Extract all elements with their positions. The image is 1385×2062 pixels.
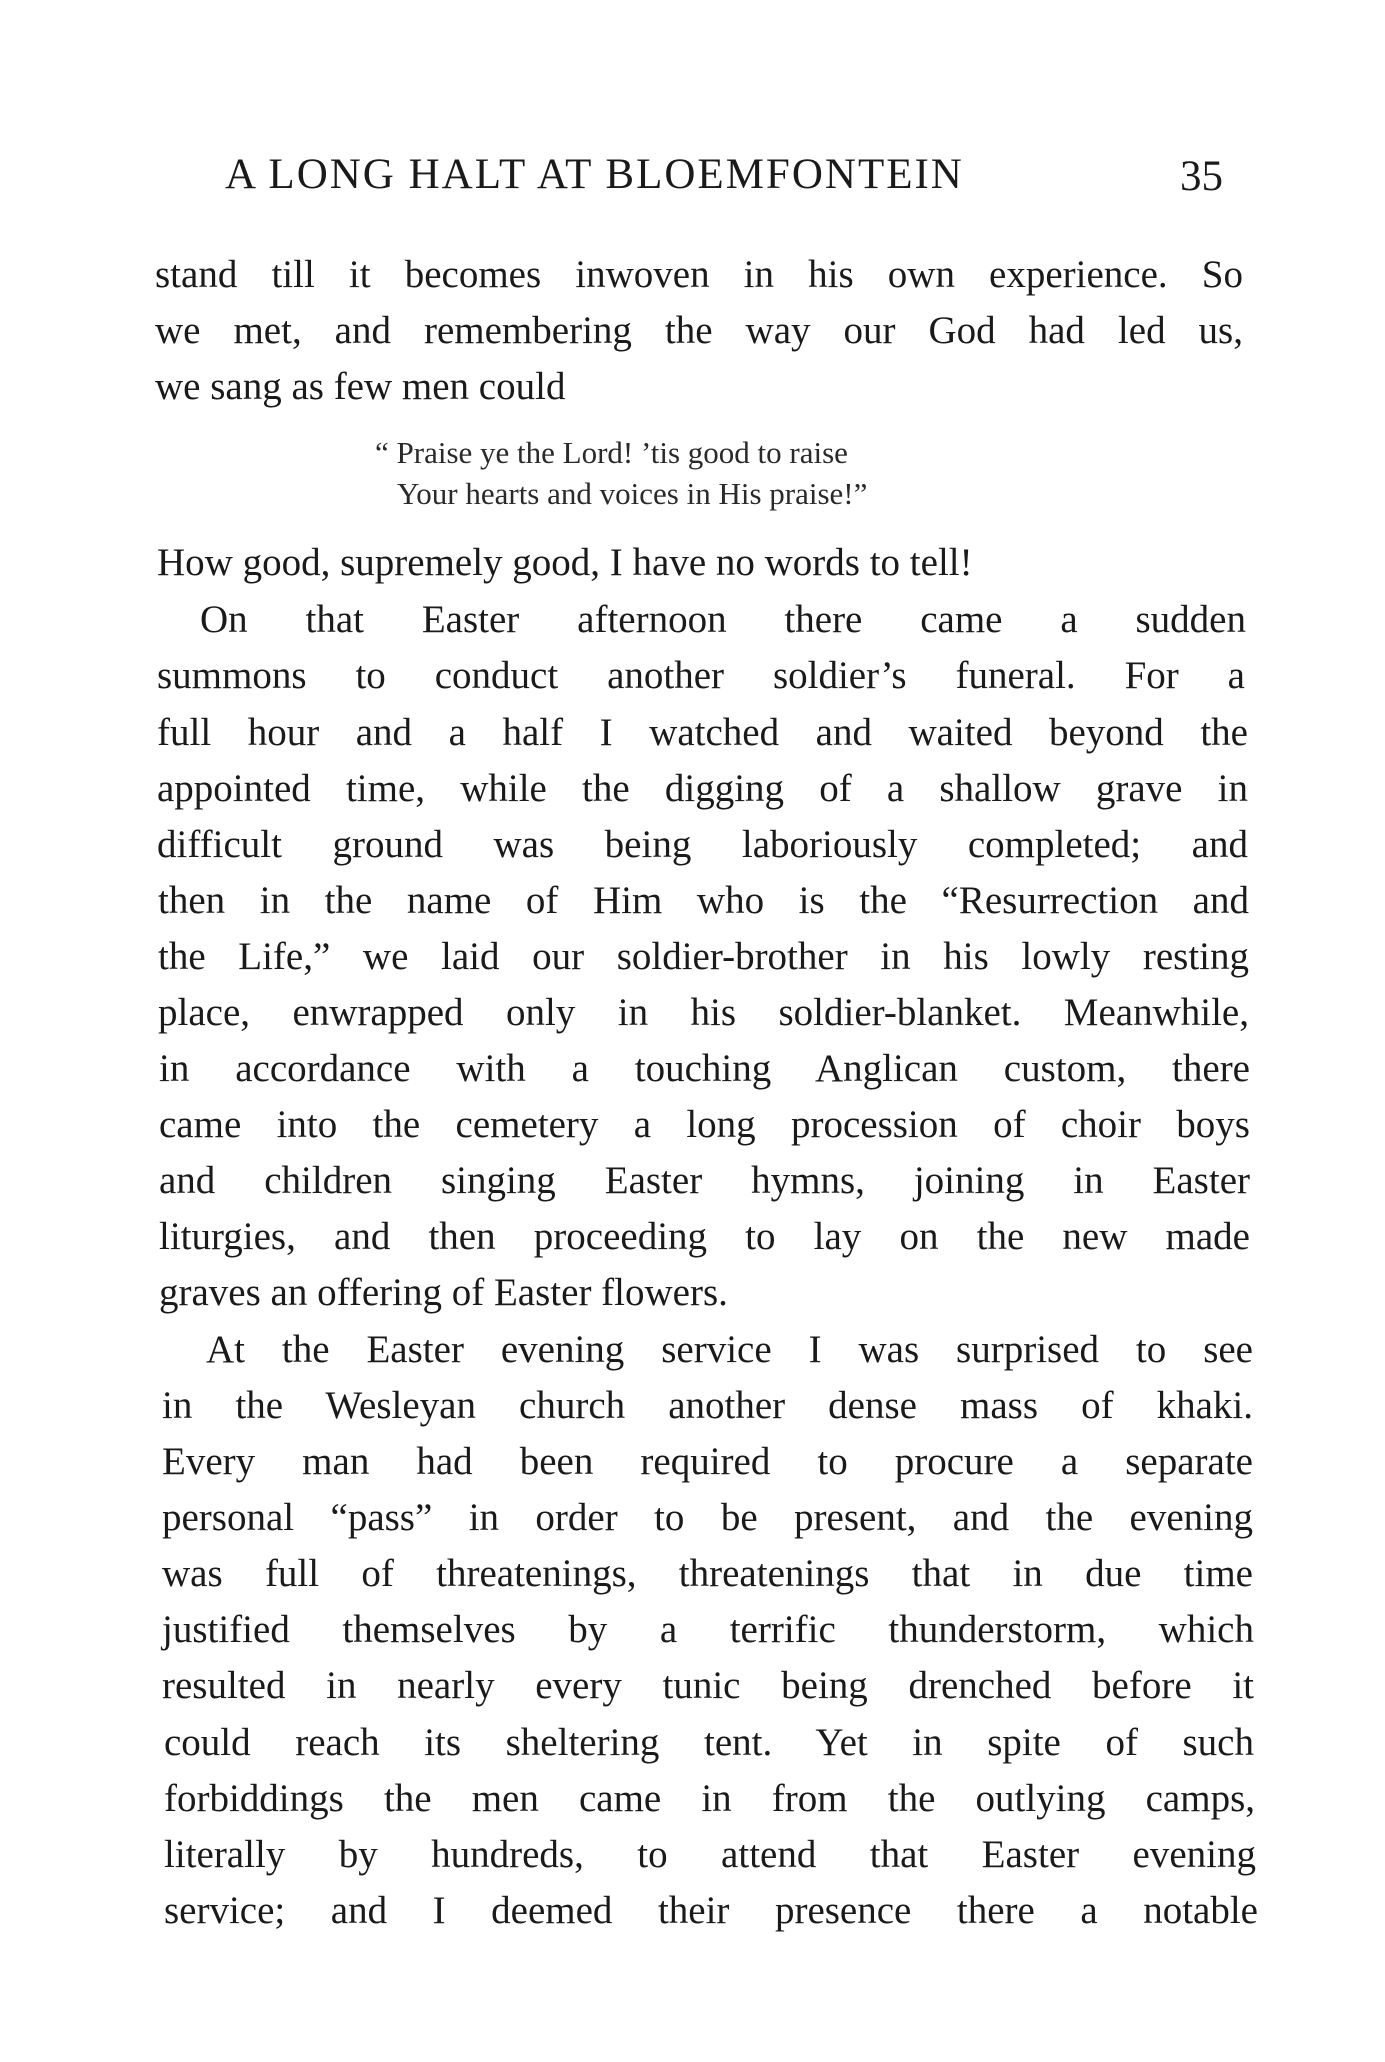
poem-line: Your hearts and voices in His praise!” xyxy=(397,476,868,511)
text-line: was full of threatenings, threatenings that in due time xyxy=(162,1552,1253,1595)
text-line: difficult ground was being laboriously completed; and xyxy=(157,823,1248,866)
text-line: appointed time, while the digging of a shallow grave in xyxy=(157,767,1248,810)
running-head: A LONG HALT AT BLOEMFONTEIN xyxy=(225,151,964,198)
text-line: justified themselves by a terrific thunderstorm, which xyxy=(162,1608,1254,1651)
text-line: full hour and a half I watched and waited beyond the xyxy=(157,711,1248,754)
text-line: forbiddings the men came in from the outlying camps, xyxy=(164,1777,1255,1820)
text-line: we met, and remembering the way our God had led us, xyxy=(155,309,1243,352)
poem-line: “ Praise ye the Lord! ’tis good to raise xyxy=(375,435,848,470)
text-line: service; and I deemed their presence there a notable xyxy=(164,1889,1258,1932)
text-line: and children singing Easter hymns, joining in Easter xyxy=(159,1159,1250,1202)
text-line: we sang as few men could xyxy=(155,365,566,408)
text-line: summons to conduct another soldier’s funeral. For a xyxy=(157,654,1245,697)
text-line: How good, supremely good, I have no words to tell! xyxy=(157,541,973,584)
text-line: liturgies, and then proceeding to lay on the new made xyxy=(159,1215,1250,1258)
text-line: literally by hundreds, to attend that Easter evening xyxy=(164,1833,1256,1876)
text-line: personal “pass” in order to be present, and the evening xyxy=(162,1496,1253,1539)
text-line: On that Easter afternoon there came a sudden xyxy=(200,598,1246,641)
text-line: the Life,” we laid our soldier-brother in his lowly resting xyxy=(158,935,1249,978)
text-line: in accordance with a touching Anglican custom, there xyxy=(159,1047,1250,1090)
text-line: in the Wesleyan church another dense mass of khaki. xyxy=(162,1384,1253,1427)
text-line: place, enwrapped only in his soldier-blanket. Meanwhile, xyxy=(158,991,1249,1034)
text-line: stand till it becomes inwoven in his own experience. So xyxy=(155,253,1243,296)
text-line: came into the cemetery a long procession of choir boys xyxy=(159,1103,1250,1146)
text-line: graves an offering of Easter flowers. xyxy=(159,1271,728,1314)
text-line: Every man had been required to procure a separate xyxy=(162,1440,1253,1483)
page-number: 35 xyxy=(1180,153,1223,200)
text-line: then in the name of Him who is the “Resurrection and xyxy=(158,879,1249,922)
text-line: At the Easter evening service I was surprised to see xyxy=(206,1328,1253,1371)
text-line: resulted in nearly every tunic being drenched before it xyxy=(162,1664,1254,1707)
text-line: could reach its sheltering tent. Yet in spite of such xyxy=(164,1721,1254,1764)
